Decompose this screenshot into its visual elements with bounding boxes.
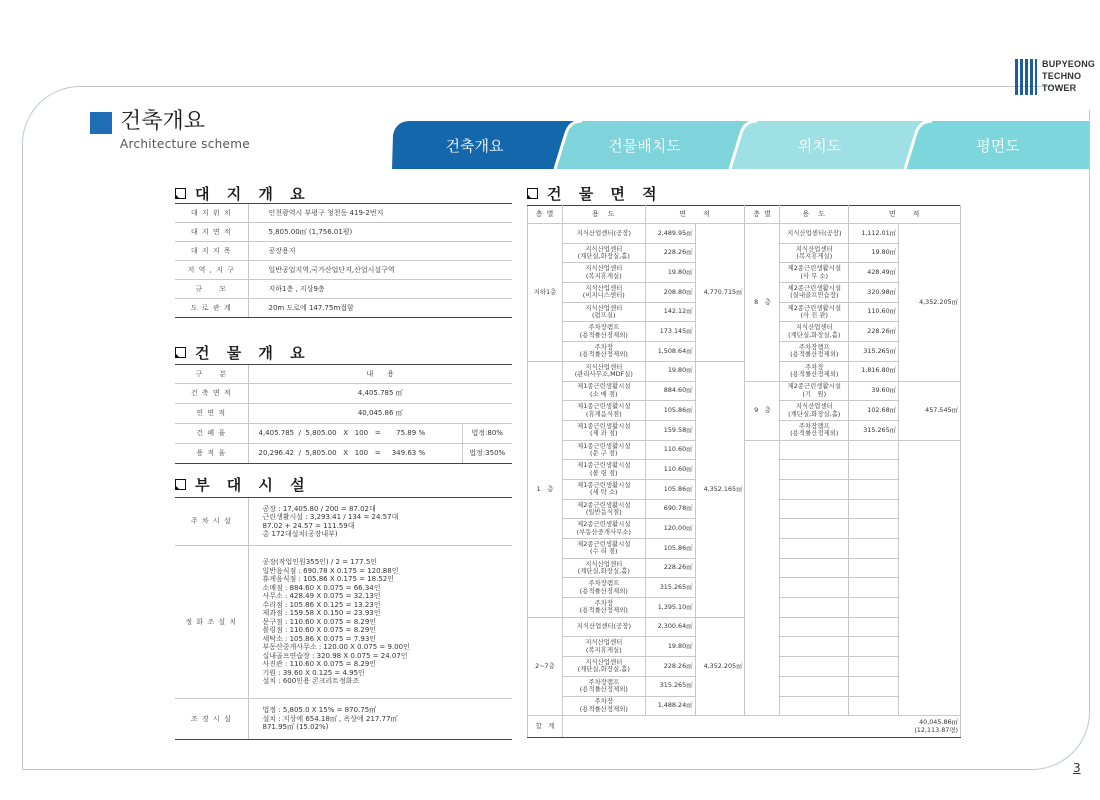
area-value-cell: 19.80㎡ [645, 263, 695, 283]
tab-floor-plan[interactable]: 평면도 [976, 136, 1020, 155]
title-square-icon [90, 112, 112, 134]
area-use-cell: 제1종근린생활시설 (문 구 점) [562, 440, 645, 460]
area-value-cell: 228.26㎡ [645, 558, 695, 578]
area-empty-cell [849, 558, 899, 578]
area-row [528, 381, 961, 401]
area-use-cell: 주차장 (용적률산정제외) [562, 342, 645, 362]
area-head-area: 면 적 [849, 206, 961, 224]
area-value-cell: 105.86㎡ [645, 479, 695, 499]
area-value-cell: 315.265㎡ [645, 676, 695, 696]
area-empty-cell [780, 578, 849, 598]
area-use-cell: 제2종근린생활시설 (수 리 점) [562, 539, 645, 559]
page-subtitle: Architecture scheme [120, 137, 250, 151]
area-floor-total: 457.545㎡ [899, 381, 961, 440]
area-value-cell: 690.78㎡ [645, 499, 695, 519]
area-empty-cell [849, 676, 899, 696]
area-use-cell: 지식산업센터 (비지니스센터) [562, 283, 645, 303]
area-floor-total: 4,352.205㎡ [695, 617, 745, 715]
annex-facilities-table: 주 차 시 설 공장 : 17,405.80 / 200 = 87.02대 근린생활시설 : 3,293.41 / 134 = 24.57대 87.02 + 24.57 = 111.59대 총 172대설치(공장내부) 정 화 조 설 치 공장(작업인원355인) / 2 = 177.5인 일반음식점 : 690.78 X 0.175 = 120.88인 휴게음식점 : 105.86 X 0.175 = 18.52인 소매점 : 884.60 X 0.075 = 66.34인 사무소 : 428.49 X 0.075 = 32.13인 수리점 : 105.86 X 0.125 = 13.23인 제과점 : 159.58 X 0.150 = 23.93인 문구점 : 110.60 X 0.075 = 8.29인 볼링점 : 110.60 X 0.075 = 8.29인 세탁소 : 105.86 X 0.075 = 7.93인 부동산중개사무소 : 120.00 X 0.075 = 9.00인 실내골프연습장 : 320.98 X 0.075 = 24.07인 사진관 : 110.60 X 0.075 = 8.29인 기원 : 39.60 X 0.125 = 4.95인 설치 : 600인용 콘크리트정화조 조 경 시 설 법정 : 5,805.0 X 15% = 870.75㎡ 설치 : 지상에 654.18㎡ , 옥상에 217.77㎡ 871.95㎡ (15.02%) [175, 497, 512, 740]
area-value-cell: 1,395.10㎡ [645, 598, 695, 618]
area-value-cell: 19.80㎡ [849, 243, 899, 263]
area-row [528, 361, 961, 381]
area-use-cell: 주차장 (용적률산정제외) [780, 361, 849, 381]
area-use-cell: 주차장램프 (용적률산정제외) [562, 578, 645, 598]
logo-line2: TECHNO [1042, 71, 1082, 81]
area-use-cell: 제2종근린생활시설 (사 진 관) [780, 302, 849, 322]
bupyeong-techno-tower-logo [1015, 57, 1095, 97]
logo-line1: BUPYEONG [1042, 59, 1096, 69]
area-use-cell: 제2종근린생활시설 (실내골프연습장) [780, 283, 849, 303]
area-use-cell: 주차장 (용적률산정제외) [562, 598, 645, 618]
area-use-cell: 지식산업센터 (복지휴게실) [780, 243, 849, 263]
area-empty-cell [780, 637, 849, 657]
area-row [528, 617, 961, 637]
area-value-cell: 105.86㎡ [645, 401, 695, 421]
area-empty-cell [780, 617, 849, 637]
area-value-cell: 105.86㎡ [645, 539, 695, 559]
section-marker-icon [175, 347, 186, 358]
area-head-use: 용 도 [780, 206, 849, 224]
area-floor-total: 4,770.715㎡ [695, 224, 745, 362]
area-value-cell: 110.60㎡ [849, 302, 899, 322]
area-value-cell: 39.60㎡ [849, 381, 899, 401]
area-empty-cell [780, 558, 849, 578]
area-value-cell: 228.26㎡ [645, 657, 695, 677]
area-empty-cell [780, 676, 849, 696]
area-empty-cell [780, 696, 849, 716]
area-value-cell: 1,816.80㎡ [849, 361, 899, 381]
area-empty-cell [780, 657, 849, 677]
area-floor-label: 9 층 [745, 381, 780, 440]
area-empty-cell [849, 440, 899, 460]
area-value-cell: 1,508.64㎡ [645, 342, 695, 362]
area-empty-cell [849, 657, 899, 677]
tab-architecture-scheme[interactable]: 건축개요 [445, 136, 504, 155]
area-empty-cell [849, 539, 899, 559]
area-value-cell: 110.60㎡ [645, 440, 695, 460]
area-value-cell: 428.49㎡ [849, 263, 899, 283]
area-empty-total [899, 440, 961, 716]
area-value-cell: 315.265㎡ [645, 578, 695, 598]
page-number: 3 [1073, 761, 1081, 775]
area-floor-total: 4,352.205㎡ [899, 224, 961, 382]
area-value-cell: 208.80㎡ [645, 283, 695, 303]
area-empty-cell [849, 598, 899, 618]
area-head-use: 용 도 [562, 206, 645, 224]
area-use-cell: 주차장램프 (용적률산정제외) [780, 342, 849, 362]
area-empty-cell [780, 539, 849, 559]
area-use-cell: 지식산업센터(공장) [562, 224, 645, 244]
area-floor-label: 1 층 [528, 361, 563, 617]
area-value-cell: 884.60㎡ [645, 381, 695, 401]
area-value-cell: 315.265㎡ [849, 420, 899, 440]
site-overview-heading: 대 지 개 요 [175, 183, 311, 204]
area-use-cell: 제1종근린생활시설 (볼 링 점) [562, 460, 645, 480]
area-use-cell: 제1종근린생활시설 (세 탁 소) [562, 479, 645, 499]
area-use-cell: 지식산업센터 (계단실,화장실,홀) [562, 657, 645, 677]
area-head-area: 면 적 [645, 206, 745, 224]
area-use-cell: 제2종근린생활시설 (사 무 소) [780, 263, 849, 283]
tab-location-map[interactable]: 위치도 [797, 136, 842, 155]
building-area-table [527, 205, 961, 738]
area-value-cell: 19.80㎡ [645, 361, 695, 381]
area-value-cell: 173.145㎡ [645, 322, 695, 342]
logo-line3: TOWER [1042, 83, 1077, 93]
area-value-cell: 315.265㎡ [849, 342, 899, 362]
area-empty-cell [849, 519, 899, 539]
area-empty-cell [849, 696, 899, 716]
area-empty-cell [849, 460, 899, 480]
area-use-cell: 지식산업센터(공장) [780, 224, 849, 244]
logo-bars-icon [1015, 59, 1037, 95]
area-value-cell: 2,489.95㎡ [645, 224, 695, 244]
area-empty-cell [780, 460, 849, 480]
area-empty-cell [849, 479, 899, 499]
area-use-cell: 주차장 (용적률산정제외) [562, 696, 645, 716]
area-empty-cell [849, 637, 899, 657]
area-empty-cell [780, 479, 849, 499]
area-empty-cell [780, 440, 849, 460]
area-value-cell: 102.68㎡ [849, 401, 899, 421]
area-value-cell: 142.12㎡ [645, 302, 695, 322]
area-row [528, 224, 961, 244]
area-value-cell: 228.26㎡ [849, 322, 899, 342]
area-value-cell: 19.80㎡ [645, 637, 695, 657]
area-floor-total: 4,352.165㎡ [695, 361, 745, 617]
building-area-heading: 건 물 면 적 [527, 183, 663, 204]
area-floor-label: 지하1층 [528, 224, 563, 362]
area-use-cell: 제1종근린생활시설 (소 매 점) [562, 381, 645, 401]
section-marker-icon [175, 479, 186, 490]
area-empty-cell [780, 519, 849, 539]
area-use-cell: 제2종근린생활시설 (기 원) [780, 381, 849, 401]
area-empty-cell [780, 598, 849, 618]
area-use-cell: 제2종근린생활시설 (부동산중개사무소) [562, 519, 645, 539]
section-marker-icon [175, 188, 186, 199]
area-value-cell: 1,488.24㎡ [645, 696, 695, 716]
area-use-cell: 지식산업센터 (계단실,화장실,홀) [780, 322, 849, 342]
area-value-cell: 120.00㎡ [645, 519, 695, 539]
area-total-value: 40,045.86㎡ (12,113.87평) [562, 716, 960, 738]
area-empty-cell [849, 578, 899, 598]
area-value-cell: 228.26㎡ [645, 243, 695, 263]
area-use-cell: 지식산업센터 (계단실,화장실,홀) [562, 558, 645, 578]
area-use-cell: 지식산업센터 (계단실,화장실,홀) [780, 401, 849, 421]
section-marker-icon [527, 188, 538, 199]
area-empty-cell [849, 617, 899, 637]
area-use-cell: 제2종근린생활시설 (일반음식점) [562, 499, 645, 519]
area-use-cell: 지식산업센터 (펌프실) [562, 302, 645, 322]
tab-bar [392, 121, 1089, 169]
area-value-cell: 159.58㎡ [645, 420, 695, 440]
area-use-cell: 제1종근린생활시설 (제 과 점) [562, 420, 645, 440]
area-use-cell: 지식산업센터 (복지휴게실) [562, 637, 645, 657]
area-empty-cell [849, 499, 899, 519]
building-overview-heading: 건 물 개 요 [175, 342, 311, 363]
area-head-floor: 층 별 [528, 206, 563, 224]
area-value-cell: 320.98㎡ [849, 283, 899, 303]
area-empty-floor [745, 440, 780, 716]
area-floor-label: 2~7층 [528, 617, 563, 715]
area-total-label: 합 계 [528, 716, 563, 738]
area-value-cell: 2,300.64㎡ [645, 617, 695, 637]
area-head-floor: 층 별 [745, 206, 780, 224]
area-use-cell: 지식산업센터(공장) [562, 617, 645, 637]
area-floor-label: 8 층 [745, 224, 780, 382]
tab-building-layout[interactable]: 건물배치도 [608, 136, 681, 155]
annex-facilities-heading: 부 대 시 설 [175, 474, 311, 495]
area-use-cell: 지식산업센터 (관리사무소,MDF실) [562, 361, 645, 381]
page-title: 건축개요 [120, 109, 206, 134]
area-use-cell: 주차장램프 (용적률산정제외) [562, 322, 645, 342]
area-use-cell: 주차장램프 (용적률산정제외) [562, 676, 645, 696]
building-overview-table: 구 분 내 용 건 축 면 적 4,405.785 ㎡ 연 면 적 40,045.86 ㎡ 건 폐 율 4,405.785 / 5,805.00 X 100 = 75.89 % 법정:80% 용 적 율 20,296.42 / 5,805.00 X 100 = 349.63 % 법정:350% [175, 364, 512, 464]
area-use-cell: 제1종근린생활시설 (휴게음식점) [562, 401, 645, 421]
area-use-cell: 지식산업센터 (복지휴게실) [562, 263, 645, 283]
site-overview-table: 대 지 위 치 인천광역시 부평구 청천동 419-2번지 대 지 면 적 5,805.00㎡ (1,756.01평) 대 지 지 목 공장용지 지 역 , 지 구 일반공업지역,국가산업단지,산업시설구역 규 모 지하1층 , 지상9층 도 로 관 계 20m 도로에 147.75m접함 [175, 203, 512, 318]
area-use-cell: 주차장램프 (용적률산정제외) [780, 420, 849, 440]
area-row [528, 440, 961, 460]
area-use-cell: 지식산업센터 (계단실,화장실,홀) [562, 243, 645, 263]
area-empty-cell [780, 499, 849, 519]
area-value-cell: 1,112.01㎡ [849, 224, 899, 244]
area-value-cell: 110.60㎡ [645, 460, 695, 480]
